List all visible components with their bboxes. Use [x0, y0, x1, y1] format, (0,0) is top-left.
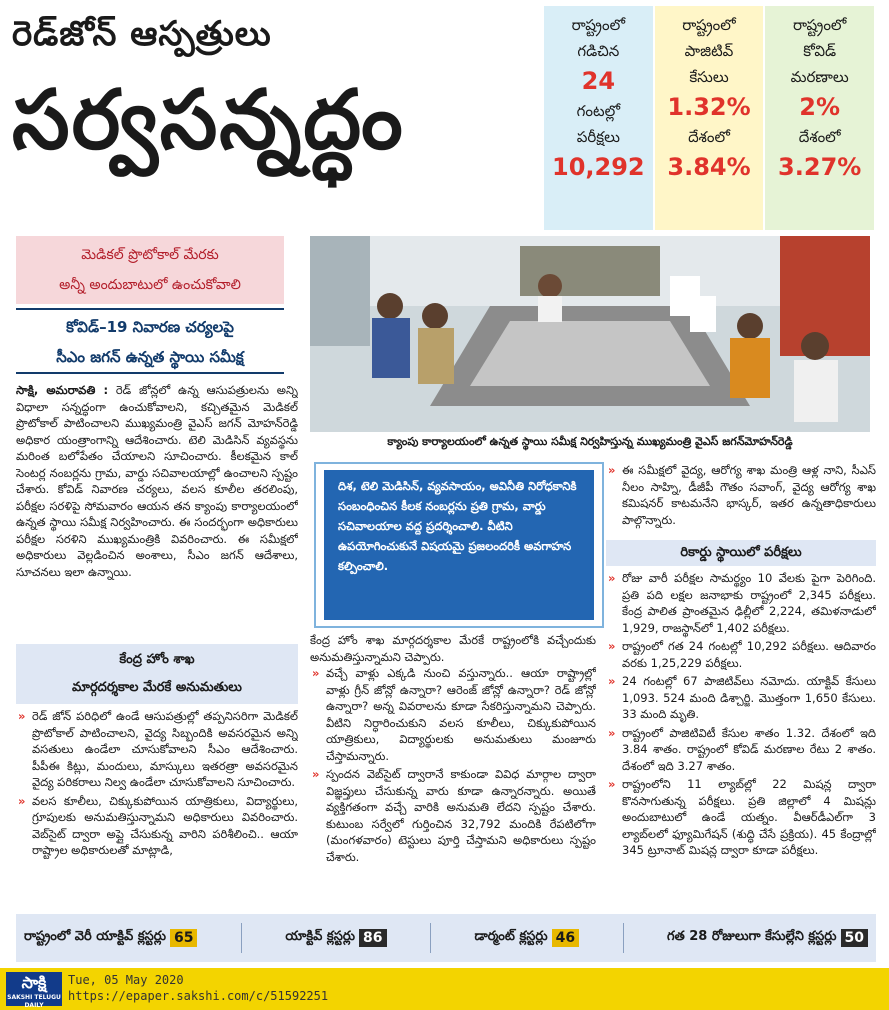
stats-panel — [544, 6, 874, 230]
cluster-active — [285, 929, 386, 947]
photo-caption: క్యాంపు కార్యాలయంలో ఉన్నత స్థాయి సమీక్ష నిర్వహిస్తున్న ముఖ్యమంత్రి వైఎస్‌ జగన్‌మోహన్‌రెడ్డి — [387, 435, 793, 448]
stat-label: గంటల్లో — [576, 102, 621, 120]
sakshi-logo[interactable] — [6, 972, 62, 1009]
heading-line: కోవిడ్‌–19 నివారణ చర్యలపై — [66, 318, 234, 336]
records-bullets — [606, 570, 876, 898]
list-item: » రెడ్‌ జోన్‌ పరిధిలో ఉండే ఆసుపత్రుల్లో తప్పనిసరిగా మెడికల్‌ ప్రొటోకాల్‌ పాటించాలని, వైద్య సిబ్బందికి అవసరమైన అన్ని వసతులు ఉండేలా చూసుకోవాలని సీఎం ఆదేశించారు. పీపీఈ కిట్లు, మందులు, మాస్కులు ఇతరత్రా అవసరమైన వైద్య పరికరాలు నిల్వ ఉండేలా చూసుకోవాలని సూచించారు. — [16, 708, 298, 791]
list-item: » స్పందన వెబ్‌సైట్‌ ద్వారానే కాకుండా వివిధ మార్గాల ద్వారా విజ్ఞప్తులు చేసుకున్న వారు కూడా ఉన్నారన్నారు. అయితే వ్యక్తిగతంగా వచ్చే వారికి అనుమతి లేదని స్పష్టం చేశారు. కుటుంబ సర్వేలో గుర్తించిన 32,792 మందికి రేపటిలోగా (మంగళవారం) టెస్టులు పూర్తి చేస్తామని అధికారులు స్పష్టం చేశారు. — [310, 766, 596, 865]
edition-url[interactable]: https://epaper.sakshi.com/c/51592251 — [68, 989, 329, 1003]
stat-value: 2% — [799, 93, 841, 121]
logo-text: సాక్షి — [21, 973, 47, 992]
subheadline: రెడ్‌జోన్‌ ఆస్పత్రులు — [12, 14, 272, 54]
stat-value: 1.32% — [667, 93, 751, 121]
headline — [12, 12, 542, 222]
list-item: » రోజు వారీ పరీక్షల సామర్థ్యం 10 వేలకు పైగా పెరిగింది. ప్రతి పది లక్షల జనాభాకు రాష్ట్రంలో 2,345 పరీక్షలు. కేంద్ర పాలిత ప్రాంతమైన ఢిల్లీలో 2,224, తమిళనాడులో 1,929, రాజస్థాన్‌లో 1,402 పరీక్షలు. — [606, 570, 876, 636]
list-item: » రాష్ట్రంలోని 11 ల్యాబ్‌ల్లో 22 మిషన్ల ద్వారా కొనసాగుతున్న పరీక్షలు. ప్రతి జిల్లాలో 4 మిషన్లు అందుబాటులో ఉండే యత్నం. వీఆర్‌డీఎల్‌గా 3 ల్యాబ్‌లలో ఫ్యూమిగేషన్‌ (శుద్ధి చేసే ప్రక్రియ). 45 కేంద్రాల్లో 345 ట్రూనాట్‌ మిషన్ల ద్వారా కూడా పరీక్షలు. — [606, 776, 876, 859]
guidelines-bullets — [16, 708, 298, 898]
stat-value: 10,292 — [552, 153, 645, 181]
list-item: » రాష్ట్రంలో పాజిటివిటీ కేసుల శాతం 1.32. దేశంలో ఇది 3.84 శాతం. రాష్ట్రంలో కోవిడ్‌ మరణాల రేటు 2 శాతం. దేశంలో ఇది 3.27 శాతం. — [606, 725, 876, 775]
attendees-column — [606, 462, 876, 552]
stat-label: దేశంలో — [688, 128, 730, 146]
stat-value: 24 — [581, 67, 616, 95]
divider — [430, 923, 431, 953]
section-heading-guidelines — [16, 644, 298, 704]
divider — [623, 923, 624, 953]
list-item: » ఈ సమీక్షలో వైద్య, ఆరోగ్య శాఖ మంత్రి ఆళ్ల నాని, సీఎస్‌ నీలం సాహ్ని, డీజీపీ గౌతం సవాంగ్‌, వైద్య ఆరోగ్య శాఖ కమిషనర్‌ కాటమనేని భాస్కర్‌, ఇతర ఉన్నతాధికారులు పాల్గొన్నారు. — [606, 462, 876, 528]
section-line: మార్గదర్శకాల మేరకే అనుమతులు — [72, 680, 242, 695]
stat-label: రాష్ట్రంలో — [571, 16, 626, 34]
list-item: » వచ్చే వాళ్లు ఎక్కడి నుంచి వస్తున్నారు.. ఆయా రాష్ట్రాల్లో వాళ్లు గ్రీన్‌ జోన్లో ఉన్నారా? ఆరెంజ్‌ జోన్లో ఉన్నారా? రెడ్‌ జోన్లో ఉన్నారా? అన్న వివరాలను కూడా సేకరిస్తున్నామని చెప్పారు. వీటిని నిర్ధారించుకుని వలస కూలీలు, చిక్కుకుపోయిన యాత్రికులు, విద్యార్థులకు అనుమతులు మంజూరు చేస్తామన్నారు. — [310, 665, 596, 764]
callout-line: మెడికల్‌ ప్రొటోకాల్‌ మేరకు — [81, 247, 219, 263]
lead-body: రెడ్‌ జోన్లలో ఉన్న ఆసుపత్రులను అన్ని విధాలా సన్నద్ధంగా ఉంచుకోవాలని, కచ్చితమైన మెడికల్‌ ప్రొటోకాల్‌ పాటించాలని ముఖ్యమంత్రి వైఎస్‌ జగన్‌ మోహన్‌రెడ్డి అధికార యంత్రాంగాన్ని ఆదేశించారు. టెలి మెడిసిన్‌ వ్యవస్థను మరింత బలోపేతం చేయాలని సూచించారు. కీలకమైన కాల్‌ సెంటర్ల నంబర్లను గ్రామ, వార్డు సచివాలయాల్లో ఉంచాలని స్పష్టం చేశారు. కోవిడ్‌ నివారణ చర్యలు, వలస కూలీల తరలింపు, పరీక్షల సరళిపై సోమవారం ఆయన తన క్యాంపు కార్యాలయంలో ఉన్నత స్థాయి సమీక్ష నిర్వహించారు. ఈ సందర్భంగా అధికారులు పరీక్షల సరళిని ముఖ్యమంత్రికి వివరించారు. ఈ సమీక్షలో అధికారులు వెల్లడించిన అంశాలు, సీఎం జగన్‌ ఆదేశాలు, సూచనలు ఇలా ఉన్నాయి. — [16, 383, 298, 579]
stat-label: పరీక్షలు — [576, 128, 620, 146]
cluster-count: 65 — [170, 929, 197, 947]
records-heading: రికార్డు స్థాయిలో పరీక్షలు — [606, 540, 876, 566]
stat-label: కోవిడ్‌ — [803, 42, 837, 60]
stat-value: 3.84% — [667, 153, 751, 181]
list-item: » 24 గంటల్లో 67 పాజిటివ్‌లు నమోదు. యాక్టివ్‌ కేసులు 1,093. 524 మంది డిశ్చార్జి. మొత్తంగా 1,650 కేసులు. 33 మంది మృతి. — [606, 673, 876, 723]
stat-tests — [544, 6, 653, 230]
list-item: » రాష్ట్రంలో గత 24 గంటల్లో 10,292 పరీక్షలు. ఆదివారం వరకు 1,25,229 పరీక్షలు. — [606, 638, 876, 671]
clusters-bar — [16, 914, 876, 962]
protocol-callout — [16, 236, 284, 304]
meeting-photo-illustration — [310, 236, 870, 432]
section-line: కేంద్ర హోం శాఖ — [119, 652, 195, 667]
cluster-label: డార్మంట్‌ క్లస్టర్లు — [474, 929, 548, 944]
edition-meta — [68, 972, 328, 1004]
stat-label: దేశంలో — [798, 128, 841, 146]
cluster-count: 50 — [841, 929, 868, 947]
cluster-label: రాష్ట్రంలో వెరీ యాక్టివ్‌ క్లస్టర్లు — [24, 929, 166, 944]
cluster-count: 86 — [359, 929, 386, 947]
cluster-dormant — [474, 929, 579, 947]
main-headline: సర్వసన్నద్ధం — [12, 73, 405, 168]
pull-quote: దిశ, టెలి మెడిసిన్‌, వ్యవసాయం, అవినీతి నిరోధకానికి సంబంధించిన కీలక నంబర్లను ప్రతి గ్రామ, వార్డు సచివాలయాల వద్ద ప్రదర్శించాలి. వీటిని ఉపయోగించుకునే విషయమై ప్రజలందరికీ అవగాహన కల్పించాలి. — [324, 470, 594, 620]
logo-subtext: SAKSHI TELUGU DAILY — [7, 994, 61, 1009]
stat-positivity — [655, 6, 764, 230]
dateline: సాక్షి, అమరావతి : — [16, 383, 109, 397]
meeting-photo — [310, 236, 870, 432]
stat-label: కేసులు — [689, 68, 729, 86]
edition-date: Tue, 05 May 2020 — [68, 973, 184, 987]
review-heading — [16, 308, 284, 374]
lead-paragraph — [16, 382, 298, 632]
stat-label: రాష్ట్రంలో — [792, 16, 847, 34]
cluster-count: 46 — [552, 929, 579, 947]
stat-label: రాష్ట్రంలో — [682, 16, 736, 34]
middle-column — [310, 632, 596, 898]
cluster-label: యాక్టివ్‌ క్లస్టర్లు — [285, 929, 356, 944]
callout-line: అన్నీ అందుబాటులో ఉంచుకోవాలి — [59, 277, 241, 293]
stat-value: 3.27% — [778, 153, 862, 181]
cluster-label: గత 28 రోజులుగా కేసుల్లేని క్లస్టర్లు — [667, 929, 837, 944]
list-item: » వలస కూలీలు, చిక్కుకుపోయిన యాత్రికులు, విద్యార్థులు, గ్రూపులకు అనుమతిస్తున్నామని అధికారులు వివరించారు. వెబ్‌సైట్‌ ద్వారా అప్లై చేసుకున్న వారిని పరిశీలించి.. ఆయా రాష్ట్రాల అధికారులతో మాట్లాడి, — [16, 793, 298, 859]
heading-line: సీఎం జగన్‌ ఉన్నత స్థాయి సమీక్ష — [56, 348, 244, 366]
stat-deaths — [765, 6, 874, 230]
divider — [241, 923, 242, 953]
stat-label: పాజిటివ్‌ — [684, 42, 734, 60]
stat-label: గడిచిన — [577, 42, 620, 60]
cluster-no-cases — [667, 929, 868, 947]
cluster-very-active — [24, 929, 197, 947]
stat-label: మరణాలు — [790, 68, 849, 86]
middle-lead: కేంద్ర హోం శాఖ మార్గదర్శకాల మేరకే రాష్ట్రంలోకి వచ్చేందుకు అనుమతిస్తున్నామని చెప్పారు. — [310, 633, 596, 664]
